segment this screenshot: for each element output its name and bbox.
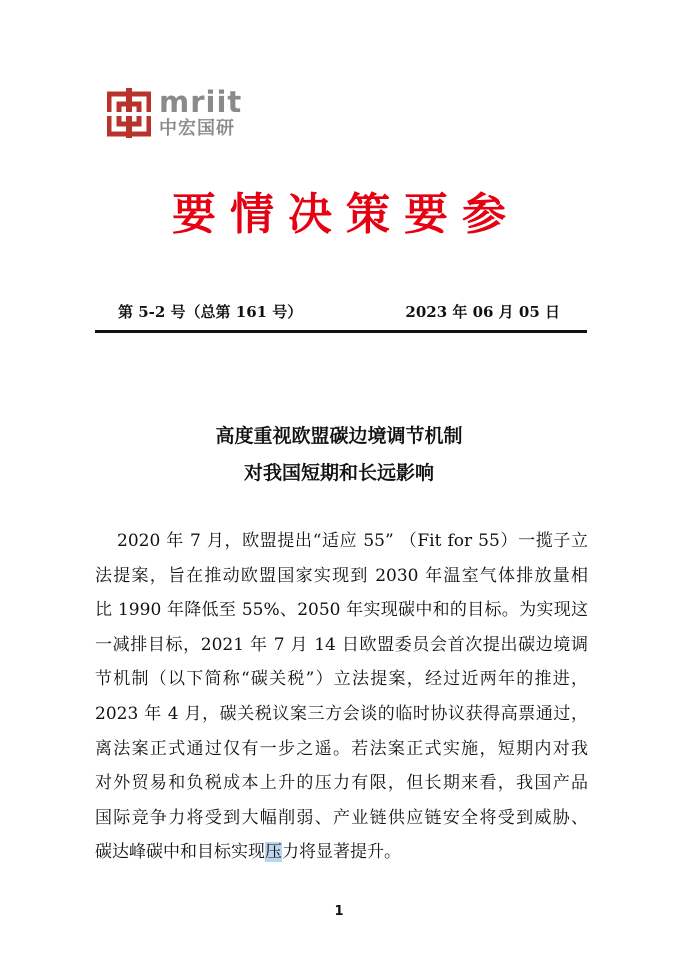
logo	[107, 85, 242, 141]
paragraph-line: 法提案，旨在推动欧盟国家实现到 2030 年温室气体排放量相	[95, 565, 588, 586]
article-title-line-1: 高度重视欧盟碳边境调节机制	[215, 425, 463, 447]
article-title-line-2: 对我国短期和长远影响	[243, 462, 434, 484]
last-line-text-end: 力将显著提升。	[282, 842, 401, 863]
header-divider	[95, 330, 587, 333]
paragraph-line: 对外贸易和负税成本上升的压力有限，但长期来看，我国产品	[95, 773, 588, 794]
logo-english: mriit	[159, 85, 243, 119]
issue-row	[118, 301, 560, 322]
paragraph-line: 节机制（以下简称“碳关税”）立法提案，经过近两年的推进，	[95, 669, 588, 690]
issue-number: 第 5-2 号（总第 161 号）	[118, 303, 303, 321]
paragraph-line: 一减排目标，2021 年 7 月 14 日欧盟委员会首次提出碳边境调	[95, 634, 588, 655]
paragraph-line: 国际竞争力将受到大幅削弱、产业链供应链安全将受到威胁、	[95, 807, 588, 828]
paragraph-line: 2020 年 7 月，欧盟提出“适应 55” （Fit for 55）一揽子立	[117, 531, 588, 551]
issue-date: 2023 年 06 月 05 日	[405, 303, 560, 321]
paragraph-line: 比 1990 年降低至 55%、2050 年实现碳中和的目标。为实现这	[95, 600, 588, 621]
publication-banner: 要情决策要参	[172, 189, 520, 240]
logo-mark-icon	[107, 88, 151, 138]
last-line-text: 碳达峰碳中和目标实现	[95, 842, 265, 863]
paragraph-last-line	[95, 835, 588, 870]
paragraph-line: 离法案正式通过仅有一步之遥。若法案正式实施，短期内对我	[95, 738, 588, 759]
article-paragraph	[95, 524, 588, 870]
logo-text	[159, 85, 243, 139]
text-selection-highlight[interactable]: 压	[265, 842, 282, 863]
page-number: 1	[334, 904, 344, 919]
logo-chinese: 中宏国研	[159, 118, 235, 139]
paragraph-line: 2023 年 4 月，碳关税议案三方会谈的临时协议获得高票通过，	[95, 703, 588, 724]
